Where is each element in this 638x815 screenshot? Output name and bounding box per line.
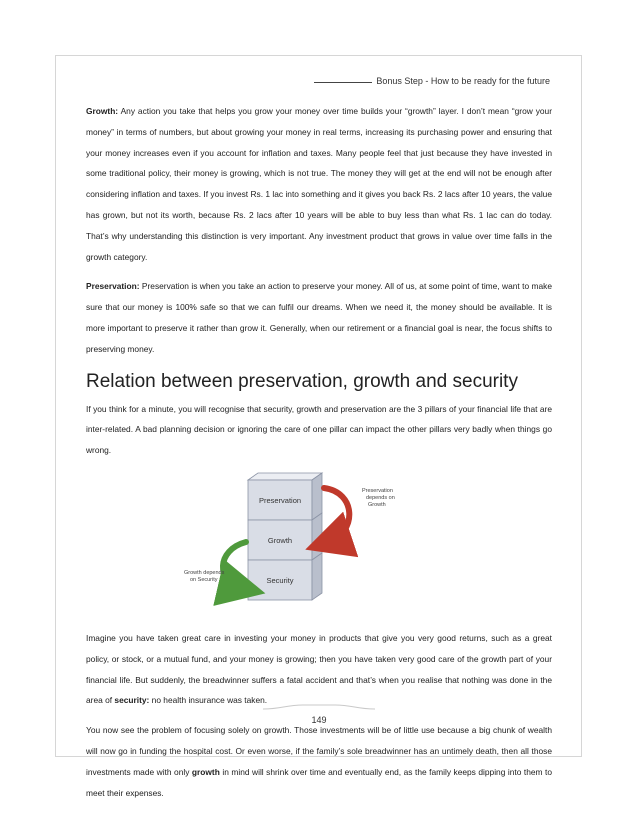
growth-block-side [312,513,322,560]
right-annotation-line-3: Growth [368,501,386,508]
growth-term: Growth: [86,106,119,116]
running-header [90,76,550,86]
preservation-block-label: Preservation [258,495,302,505]
imagine-emphasis: security: [114,695,150,706]
pillars-diagram [86,470,552,622]
growth-depends-arrow [223,542,246,588]
preservation-paragraph [86,276,552,359]
preservation-term: Preservation: [86,281,140,292]
left-annotation-line-2: on Security [190,576,218,583]
growth-text: Any action you take that helps you grow your money over time builds your “growth” layer. I don’t mean “grow your money” in terms of numbers, but about growing your money in real terms, increasing its purchasing power and ensuring that your money increases even if you account for inflation and taxes. Many people feel that just because they have invested in some traditional policy, their money is growing, which is not true. The money they will get at the end will not be enough after considering inflation and taxes. If you invest Rs. 1 lac into something and it gives you back Rs. 2 lacs after 10 years, the value has grown, but not its worth, because Rs. 2 lacs after 10 years will be able to buy less than what Rs. 1 lac can do today. That’s why understanding this distinction is very important. Any investment product that grows in value over time falls in the growth category. [86,106,552,262]
preservation-depends-arrow [324,488,349,542]
growth-block-label: Growth [267,535,293,545]
pillars-paragraph: If you think for a minute, you will recognise that security, growth and preservation are the 3 pillars of your financial life that are inter-related. A bad planning decision or ignoring the care of one pillar can impact the other pillars very badly when things go wrong. [86,403,552,456]
imagine-paragraph [86,628,552,711]
stack-top-face [248,473,322,480]
growth-paragraph [86,101,552,267]
preservation-block-side [312,473,322,520]
security-block-side [312,553,322,600]
left-annotation-line-1: Growth depends [184,569,225,576]
preservation-text: Preservation is when you take an action to preserve your money. All of us, at some point of time, want to make sure that our money is 100% safe so that we can fulfil our dreams. When we need it, the money should be available. It is more important to preserve it rather than grow it. Generally, when our retirement or a financial goal is near, the focus shifts to preserving money. [86,281,552,354]
section-heading: Relation between preservation, growth and security [86,370,518,392]
page-number-tab [263,705,375,735]
security-block-label: Security [266,575,294,585]
right-annotation-line-2: depends on [366,494,395,501]
imagine-text-after: no health insurance was taken. [149,695,268,706]
imagine-text-before: Imagine you have taken great care in investing your money in products that give you very good returns, such as a great policy, or stock, or a mutual fund, and your money is growing; then you have taken very good care of the growth part of your financial life. But suddenly, the breadwinner suffers a fatal accident and that’s when you realise that nothing was done in the area of [86,632,552,706]
problem-text-after: in mind will shrink over time and eventually end, as the family keeps dipping into them to meet their expenses. [86,766,552,798]
right-annotation-line-1: Preservation [362,487,393,494]
problem-emphasis: growth [191,766,220,777]
problem-text-before: You now see the problem of focusing solely on growth. Those investments will be of little use because a big chunk of wealth will now go in funding the hospital cost. Or even worse, if the family’s sole breadwinner has an untimely death, then all those investments made with only [86,725,552,777]
page-number: 149 [311,715,327,725]
header-rule [314,82,372,83]
running-title: Bonus Step - How to be ready for the future [376,76,550,86]
pillars-diagram-figure [184,470,446,620]
